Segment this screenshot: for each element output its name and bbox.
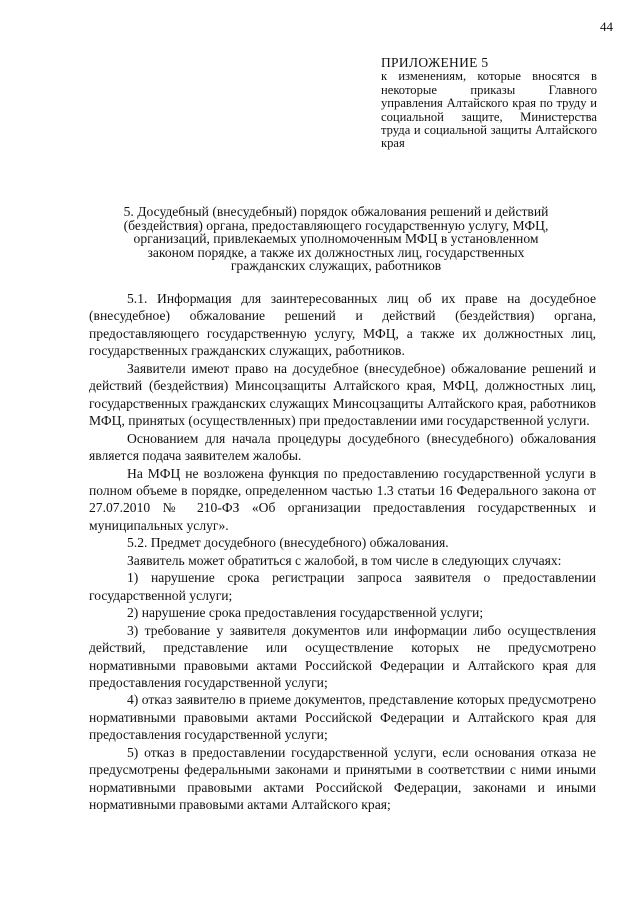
list-item: 5) отказ в предоставлении государственной услуги, если основания отказа не предусмотрены федеральными законами и принятыми в соответствии с ними иными нормативными правовыми актами Российской Федерации, законами и иными нормативными правовыми актами Алтайского края; xyxy=(89,744,596,813)
list-item: 4) отказ заявителю в приеме документов, представление которых предусмотрено нормативными правовыми актами Российской Федерации и Алтайского края для предоставления государственной услуги; xyxy=(89,692,596,743)
paragraph: Заявители имеют право на досудебное (внесудебное) обжалование решений и действий (бездействия) Минсоцзащиты Алтайского края, МФЦ, должностных лиц, государственных гражданских служащих Минсоцзащиты Алтайского края, работников МФЦ, принятых (осуществленных) при предоставлении ими государственной услуги. xyxy=(89,360,596,429)
section-heading: 5. Досудебный (внесудебный) порядок обжалования решений и действий (бездействия) органа, предоставляющего государственную услугу, МФЦ, организаций, привлекаемых уполномоченным МФЦ в установленном законом порядке, а также их должностных лиц, государственных гражданских служащих, работников xyxy=(123,204,549,274)
paragraph: 5.1. Информация для заинтересованных лиц об их праве на досудебное (внесудебное) обжалование решений и действий (бездействия) органа, предоставляющего государственную услугу, МФЦ, а также их должностных лиц, государственных гражданских служащих, работников. xyxy=(89,291,596,359)
paragraph: 5.2. Предмет досудебного (внесудебного) обжалования. xyxy=(127,535,449,551)
appendix-block xyxy=(381,56,597,151)
page-number: 44 xyxy=(600,19,613,34)
list-item: 1) нарушение срока регистрации запроса заявителя о предоставлении государственной услуги; xyxy=(89,570,596,603)
appendix-text: к изменениям, которые вносятся в некоторые приказы Главного управления Алтайского края по труду и социальной защите, Министерства труда и социальной защиты Алтайского края xyxy=(381,69,597,151)
paragraph: Заявитель может обратиться с жалобой, в том числе в следующих случаях: xyxy=(127,552,562,568)
list-item: 3) требование у заявителя документов или информации либо осуществления действий, представление или осуществление которых не предусмотрено нормативными правовыми актами Российской Федерации и Алтайского края для предоставления государственной услуги; xyxy=(89,622,596,690)
paragraph: На МФЦ не возложена функция по предоставлению государственной услуги в полном объеме в порядке, определенном частью 1.3 статьи 16 Федерального закона от 27.07.2010 № 210-ФЗ «Об организации предоставления государственных и муниципальных услуг». xyxy=(89,465,596,533)
document-body xyxy=(89,290,596,814)
list-item: 2) нарушение срока предоставления государственной услуги; xyxy=(127,605,484,621)
appendix-title: ПРИЛОЖЕНИЕ 5 xyxy=(381,55,489,70)
paragraph: Основанием для начала процедуры досудебного (внесудебного) обжалования является подача заявителем жалобы. xyxy=(89,430,596,464)
